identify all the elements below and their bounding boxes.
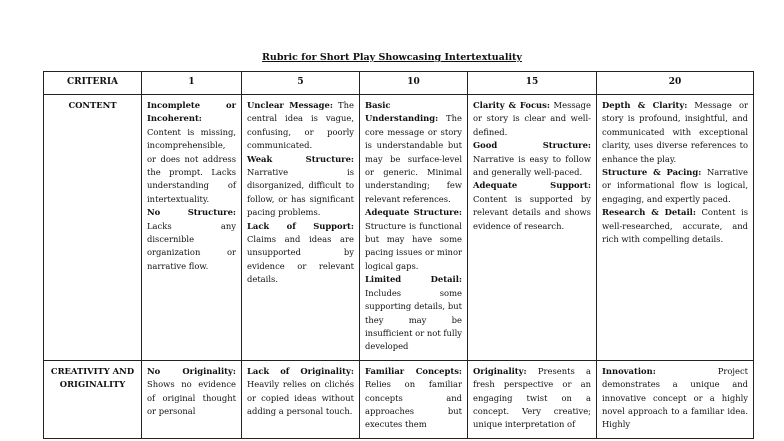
rubric-cell [597, 360, 754, 438]
descriptor: Adequate Support: Content is supported by relevant details and shows evidence of research. [473, 180, 591, 231]
criterion-label: CONTENT [44, 95, 142, 361]
header-score-5: 5 [242, 72, 360, 95]
descriptor: Limited Detail: Includes some supporting details, but they may be insufficient or not fully developed [365, 274, 462, 352]
header-criteria: CRITERIA [44, 72, 142, 95]
descriptor: Adequate Structure: Structure is functional but may have some pacing issues or minor logical gaps. [365, 207, 462, 271]
rubric-cell [242, 360, 360, 438]
rubric-cell [242, 95, 360, 361]
rubric-table [43, 71, 754, 439]
descriptor: Depth & Clarity: Message or story is profound, insightful, and communicated with exceptional clarity, uses diverse references to enhance the play. [602, 100, 748, 164]
descriptor: Lack of Support: Claims and ideas are unsupported by evidence or relevant details. [247, 220, 354, 285]
header-score-1: 1 [142, 72, 242, 95]
document-title: Rubric for Short Play Showcasing Intertextuality [262, 52, 522, 63]
criterion-label: CREATIVITY AND ORIGINALITY [44, 360, 142, 438]
rubric-cell [360, 95, 468, 361]
descriptor: Unclear Message: The central idea is vague, confusing, or poorly communicated. [247, 100, 354, 151]
descriptor: No Structure: Lacks any discernible organization or narrative flow. [147, 207, 236, 271]
descriptor: Weak Structure: Narrative is disorganized, difficult to follow, or has significant pacing problems. [247, 153, 354, 218]
rubric-cell [142, 95, 242, 361]
header-score-15: 15 [468, 72, 597, 95]
header-score-10: 10 [360, 72, 468, 95]
rubric-cell [468, 95, 597, 361]
rubric-cell [360, 360, 468, 438]
descriptor: Originality: Presents a fresh perspective or an engaging twist on a concept. Very creative; unique interpretation of [473, 365, 591, 430]
rubric-cell [142, 360, 242, 438]
descriptor: No Originality: Shows no evidence of original thought or personal [147, 365, 236, 416]
descriptor: Incomplete or Incoherent: Content is missing, incomprehensible, or does not address the prompt. Lacks understanding of intertextuality. [147, 100, 236, 204]
header-score-20: 20 [597, 72, 754, 95]
descriptor: Familiar Concepts: Relies on familiar concepts and approaches but executes them [365, 365, 462, 430]
descriptor: Clarity & Focus: Message or story is clear and well-defined. [473, 100, 591, 137]
rubric-cell [597, 95, 754, 361]
descriptor: Structure & Pacing: Narrative or informational flow is logical, engaging, and expertly paced. [602, 167, 748, 204]
table-row [44, 95, 754, 361]
descriptor: Lack of Originality: Heavily relies on clichés or copied ideas without adding a personal touch. [247, 365, 354, 416]
header-row [44, 72, 754, 95]
descriptor: Research & Detail: Content is well-researched, accurate, and rich with compelling details. [602, 207, 748, 245]
rubric-cell [468, 360, 597, 438]
descriptor: Basic Understanding: The core message or story is understandable but may be surface-level or generic. Minimal understanding; few relevant references. [365, 100, 462, 204]
descriptor: Good Structure: Narrative is easy to follow and generally well-paced. [473, 140, 591, 178]
descriptor: Innovation: Project demonstrates a unique and innovative concept or a highly novel approach to a familiar idea. Highly [602, 365, 748, 430]
table-row [44, 360, 754, 438]
